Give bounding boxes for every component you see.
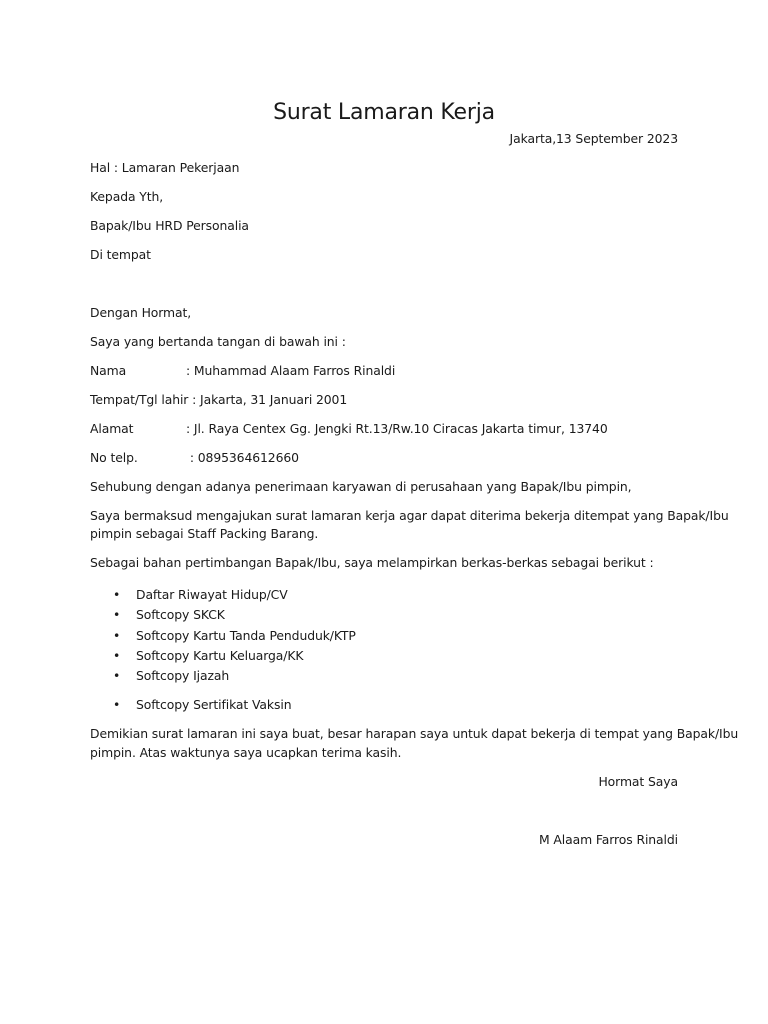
birth-label: Tempat/Tgl lahir <box>90 392 189 407</box>
place-date: Jakarta,13 September 2023 <box>509 131 678 146</box>
name-label: Nama <box>90 363 127 378</box>
bullet-icon: • <box>113 628 121 643</box>
paragraph-1: Sehubung dengan adanya penerimaan karyawan di perusahaan yang Bapak/Ibu pimpin, <box>90 479 632 494</box>
birth-value: : Jakarta, 31 Januari 2001 <box>188 392 348 407</box>
intro-line: Saya yang bertanda tangan di bawah ini : <box>90 334 346 349</box>
identity-address-row <box>90 421 608 437</box>
closing-line-2: pimpin. Atas waktunya saya ucapkan terima kasih. <box>90 745 402 760</box>
greeting: Dengan Hormat, <box>90 305 192 320</box>
attachment-item: Softcopy Ijazah <box>136 668 230 683</box>
letter-title: Surat Lamaran Kerja <box>273 100 495 125</box>
attachment-item: Softcopy SKCK <box>136 607 225 622</box>
attachment-item: Daftar Riwayat Hidup/CV <box>136 587 288 602</box>
subject-line: Hal : Lamaran Pekerjaan <box>90 160 240 175</box>
attachment-item: Softcopy Kartu Tanda Penduduk/KTP <box>136 628 356 643</box>
identity-name-row <box>90 363 395 379</box>
bullet-icon: • <box>113 668 121 683</box>
bullet-icon: • <box>113 587 121 602</box>
identity-birth-row <box>90 392 347 408</box>
attachment-item: Softcopy Kartu Keluarga/KK <box>136 648 304 663</box>
address-value: : Jl. Raya Centex Gg. Jengki Rt.13/Rw.10 Ciracas Jakarta timur, 13740 <box>186 421 608 436</box>
signoff: Hormat Saya <box>598 774 678 789</box>
paragraph-2-line-2: pimpin sebagai Staff Packing Barang. <box>90 526 319 541</box>
attachment-item: Softcopy Sertifikat Vaksin <box>136 697 292 712</box>
bullet-icon: • <box>113 648 121 663</box>
bullet-icon: • <box>113 607 121 622</box>
signature-name: M Alaam Farros Rinaldi <box>538 832 678 847</box>
recipient-line-3: Di tempat <box>90 247 151 262</box>
recipient-line-2: Bapak/Ibu HRD Personalia <box>90 218 249 233</box>
closing-line-1: Demikian surat lamaran ini saya buat, besar harapan saya untuk dapat bekerja di tempat yang Bapak/Ibu <box>90 726 739 741</box>
name-value: : Muhammad Alaam Farros Rinaldi <box>186 363 396 378</box>
recipient-line-1: Kepada Yth, <box>90 189 164 204</box>
bullet-icon: • <box>113 697 121 712</box>
address-label: Alamat <box>90 421 134 436</box>
paragraph-2-line-1: Saya bermaksud mengajukan surat lamaran kerja agar dapat diterima bekerja ditempat yang Bapak/Ibu <box>90 508 729 523</box>
phone-label: No telp. <box>90 450 138 465</box>
identity-phone-row <box>90 450 299 466</box>
paragraph-3: Sebagai bahan pertimbangan Bapak/Ibu, saya melampirkan berkas-berkas sebagai berikut : <box>90 555 654 570</box>
phone-value: : 0895364612660 <box>186 450 299 465</box>
